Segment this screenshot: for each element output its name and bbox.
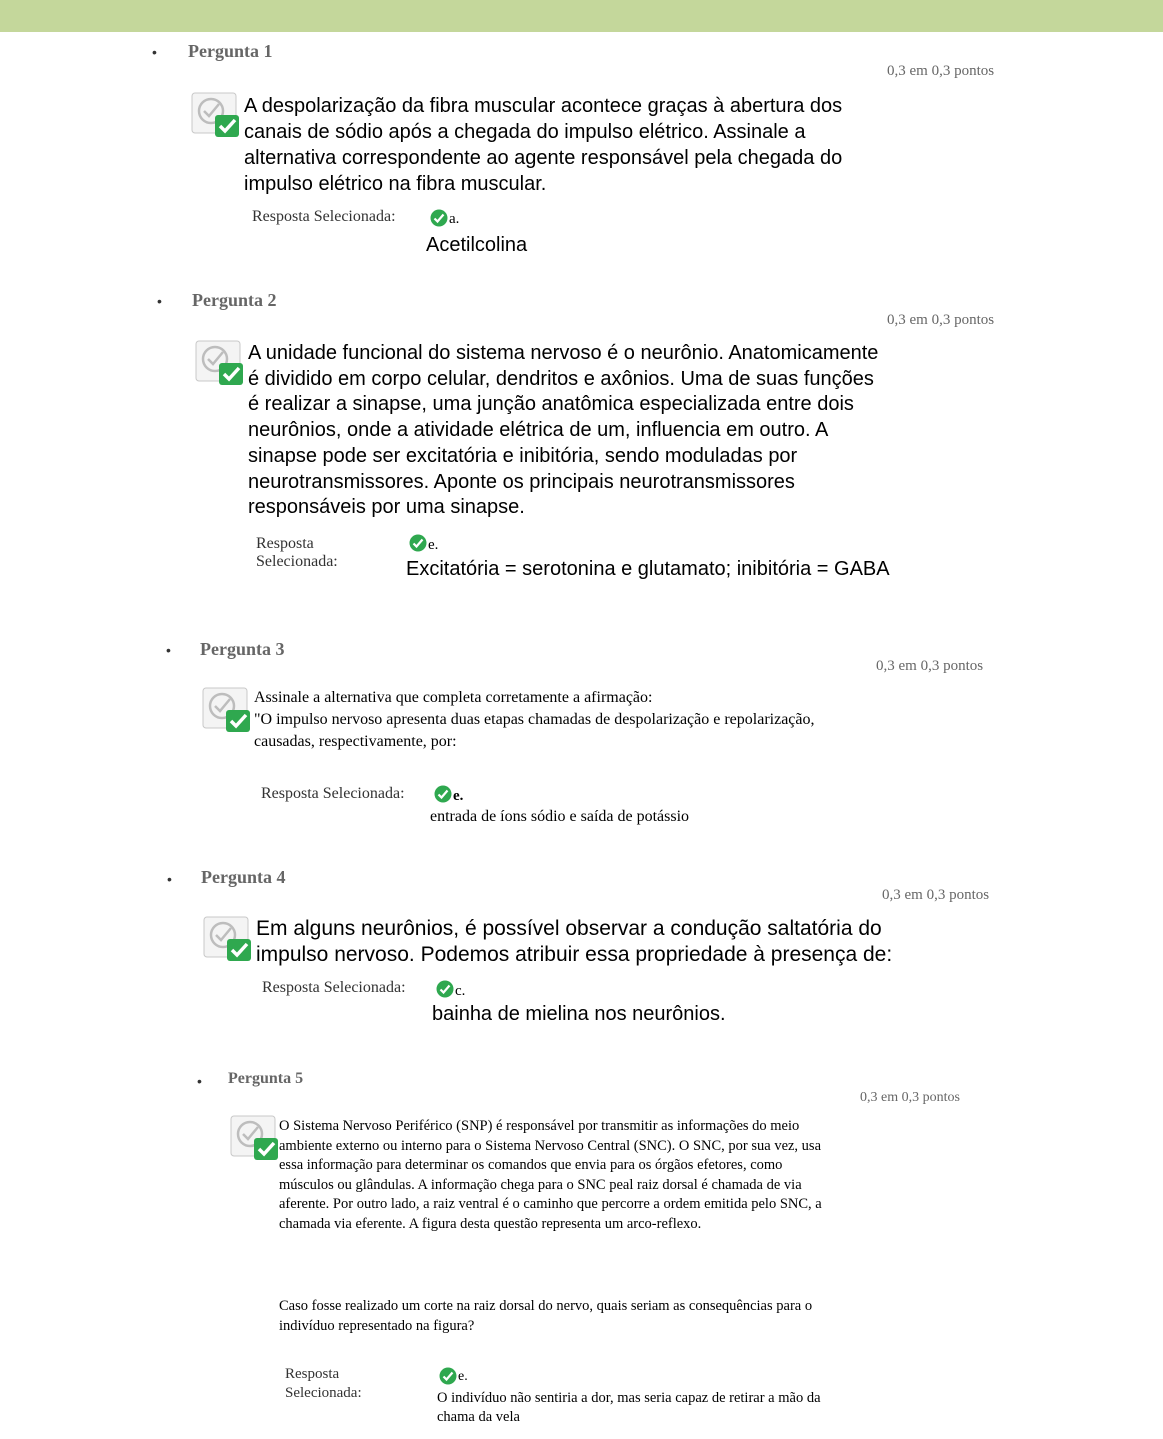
- question-text: O Sistema Nervoso Periférico (SNP) é responsável por transmitir as informações do meio ambiente externo ou interno para o Sistema Nervoso Central (SNC). O SNC, por sua vez, usa essa informação para determinar os comandos que envia para os órgãos efetores, como músculos ou glândulas. A informação chega para o SNC peal raiz dorsal é chamada de via aferente. Por outro lado, a raiz ventral é o caminho que percorre a ordem emitida pelo SNC, a chamada via eferente. A figura desta questão representa um arco-reflexo.: [279, 1118, 822, 1232]
- check-correct-icon: [230, 1114, 280, 1162]
- selected-answer: Excitatória = serotonina e glutamato; inibitória = GABA: [406, 558, 890, 580]
- question-title: Pergunta 4: [201, 867, 286, 887]
- selected-answer: Acetilcolina: [426, 234, 528, 256]
- question-score: 0,3 em 0,3 pontos: [882, 887, 990, 903]
- question-score: 0,3 em 0,3 pontos: [860, 1090, 960, 1105]
- question-text: A unidade funcional do sistema nervoso é o neurônio. Anatomicamente é dividido em corpo celular, dendritos e axônios. Uma de suas funções é realizar a sinapse, uma junção anatômica especializada entre dois neurônios, onde a atividade elétrica de um, influencia em outro. A sinapse pode ser excitatória e inibitória, sendo moduladas por neurotransmissores. Aponte os principais neurotransmissores responsáveis por uma sinapse.: [248, 342, 879, 519]
- question-text: A despolarização da fibra muscular acontece graças à abertura dos canais de sódio após a chegada do impulso elétrico. Assinale a alternativa correspondente ao agente responsável pela chegada do impulso elétrico na fibra muscular.: [244, 95, 843, 195]
- answer-letter: e.: [453, 788, 464, 804]
- check-circle-icon: [430, 209, 448, 227]
- question-followup-text: Caso fosse realizado um corte na raiz dorsal do nervo, quais seriam as consequências para o indivíduo representado na figura?: [279, 1298, 813, 1334]
- selected-answer: bainha de mielina nos neurônios.: [432, 1003, 726, 1025]
- answer-letter: c.: [455, 983, 466, 999]
- check-circle-icon: [436, 980, 454, 998]
- check-correct-icon: [195, 339, 245, 387]
- question-score: 0,3 em 0,3 pontos: [887, 312, 995, 328]
- answer-letter: e.: [458, 1369, 468, 1384]
- question-title: Pergunta 1: [188, 41, 273, 61]
- check-circle-icon: [434, 785, 452, 803]
- list-bullet: •: [197, 1073, 202, 1089]
- list-bullet: •: [157, 293, 162, 309]
- check-correct-icon: [202, 686, 252, 734]
- top-bar: [0, 0, 1163, 32]
- check-correct-icon: [203, 915, 253, 963]
- check-circle-icon: [439, 1367, 457, 1385]
- question-title: Pergunta 2: [192, 290, 277, 310]
- answer-letter: a.: [449, 211, 460, 227]
- check-correct-icon: [191, 91, 241, 139]
- selected-answer: O indivíduo não sentiria a dor, mas seria capaz de retirar a mão da chama da vela: [437, 1390, 821, 1425]
- question-text: Em alguns neurônios, é possível observar a condução saltatória do impulso nervoso. Podemos atribuir essa propriedade à presença de:: [256, 917, 893, 966]
- selected-answer: entrada de íons sódio e saída de potássio: [430, 808, 690, 825]
- answer-label: Resposta Selecionada:: [256, 535, 338, 570]
- check-circle-icon: [409, 534, 427, 552]
- question-title: Pergunta 5: [228, 1070, 304, 1087]
- answer-label: Resposta Selecionada:: [252, 208, 396, 225]
- question-text: Assinale a alternativa que completa corretamente a afirmação: "O impulso nervoso apresenta duas etapas chamadas de despolarização e repolarização, causadas, respectivamente, por:: [254, 689, 815, 750]
- question-score: 0,3 em 0,3 pontos: [887, 63, 995, 79]
- list-bullet: •: [166, 642, 171, 658]
- list-bullet: •: [167, 871, 172, 887]
- question-score: 0,3 em 0,3 pontos: [876, 658, 984, 674]
- answer-letter: e.: [428, 537, 439, 553]
- answer-label: Resposta Selecionada:: [285, 1366, 362, 1401]
- question-title: Pergunta 3: [200, 639, 285, 659]
- answer-label: Resposta Selecionada:: [262, 979, 406, 996]
- answer-label: Resposta Selecionada:: [261, 785, 405, 802]
- list-bullet: •: [152, 44, 157, 60]
